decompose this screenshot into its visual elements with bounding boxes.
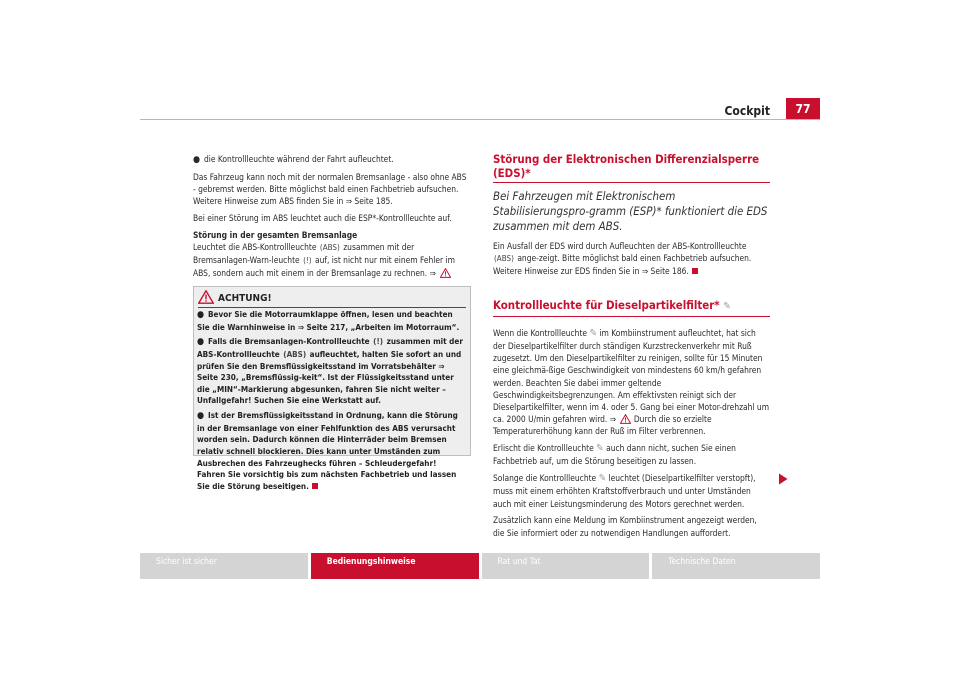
paragraph: Solange die Kontrollleuchte ✎ leuchtet (Dieselpartikelfilter verstopft), muss mit einem erhöhten Kraftstoffverbrauch und unter Umständen auch mit einer Leistungsminderung des Motors gerechnet werden. (493, 473, 756, 509)
left-column (193, 153, 471, 284)
diesel-particle-filter-icon: ✎ (596, 443, 604, 455)
section-end-icon (312, 483, 318, 489)
tab-bedienungshinweise[interactable]: Bedienungshinweise (311, 553, 479, 579)
warning-item: ● Ist der Bremsflüssigkeitsstand in Ordnung, kann die Störung in der Bremsanlage von einer Fehlfunktion des ABS verursacht worden sein. Dadurch können die Hinterräder beim Bremsen relativ schnell blockieren. Dies kann unter Umständen zum Ausbrechen des Fahrzeughecks führen – Schleudergefahr! Fahren Sie vorsichtig bis zum nächsten Fachbetrieb und lassen Sie die Störung beseitigen. (197, 410, 458, 491)
brake-warning-icon: (!) (303, 256, 312, 266)
section-end-icon (692, 268, 698, 274)
diesel-particle-filter-icon: ✎ (589, 327, 597, 339)
sub-heading: Störung in der gesamten Bremsanlage (193, 229, 358, 240)
warning-triangle-icon (198, 290, 214, 304)
section-heading-dpf: Kontrollleuchte für Dieselpartikelfilter* ✎ (493, 297, 731, 312)
paragraph: Ein Ausfall der EDS wird durch Aufleuchten der ABS-Kontrollleuchte (ABS) ange-zeigt. Bitte möglichst bald einen Fachbetrieb aufsuchen. Weitere Hinweise zur EDS finden Sie in ⇒ Seite 186. (493, 240, 752, 277)
warning-item: ● Falls die Bremsanlagen-Kontrollleuchte (!) zusammen mit der ABS-Kontrollleuchte (ABS) aufleuchtet, halten Sie sofort an und prüfen Sie den Bremsflüssigkeitsstand im Vorratsbehälter ⇒ Seite 230, „Bremsflüssig-keit“. Ist der Flüssigkeitsstand unter die „MIN“-Markierung abgesunken, fahren Sie nicht weiter – Unfallgefahr! Suchen Sie eine Werkstatt auf. (197, 336, 463, 406)
bullet-item (193, 153, 471, 166)
right-column (493, 152, 770, 543)
bullet-text: die Kontrollleuchte während der Fahrt aufleuchtet. (204, 154, 394, 164)
brake-warning-icon: (!) (373, 337, 384, 347)
paragraph: Zusätzlich kann eine Meldung im Kombiinstrument angezeigt werden, die Sie informiert oder zu notwendigen Handlungen auffordert. (493, 515, 757, 538)
heading-divider (493, 316, 770, 317)
abs-warning-icon: (ABS) (494, 253, 514, 263)
tab-technische-daten[interactable]: Technische Daten (652, 553, 820, 579)
section-heading-eds: Störung der Elektronischen Differenzialsperre (EDS)* (493, 152, 760, 180)
bullet-icon: ● (197, 310, 205, 320)
tab-sicher-ist-sicher[interactable]: Sicher ist sicher (140, 553, 308, 579)
paragraph: Wenn die Kontrollleuchte ✎ im Kombiinstrument aufleuchtet, hat sich der Dieselpartikelfilter durch ständigen Kurzstreckenverkehr mit Ruß zugesetzt. Um den Dieselpartikelfilter zu reinigen, sollte für 15 Minuten eine gleichmä-ßige Geschwindigkeit von mindestens 60 km/h gefahren werden. Beachten Sie dabei immer geltende Geschwindigkeitsbegrenzungen. Am effektivsten reinigt sich der Dieselpartikelfilter, wenn im 4. oder 5. Gang bei einer Motor-drehzahl um ca. 2000 U/min gefahren wird. ⇒ Durch die so erzielte Temperaturerhöhung kann der Ruß im Filter verbrennen. (493, 327, 770, 437)
next-page-arrow-icon[interactable] (778, 473, 788, 485)
abs-warning-icon: (ABS) (283, 349, 307, 359)
warning-item: ● Bevor Sie die Motorraumklappe öffnen, lesen und beachten Sie die Warnhinweise in ⇒ Seite 217, „Arbeiten im Motorraum“. (197, 309, 460, 332)
bullet-icon: ● (197, 411, 205, 422)
paragraph: Das Fahrzeug kann noch mit der normalen Bremsanlage - also ohne ABS - gebremst werden. Bitte möglichst bald einen Fachbetrieb aufsuchen. Weitere Hinweise zum ABS finden Sie in ⇒ Seite 185. (193, 171, 467, 207)
diesel-particle-filter-icon: ✎ (598, 473, 607, 485)
bullet-icon: ● (197, 337, 205, 348)
warning-title: ACHTUNG! (198, 290, 272, 304)
abs-warning-icon: (ABS) (319, 243, 340, 252)
heading-divider (493, 182, 770, 183)
header-divider (140, 119, 820, 120)
bullet-icon: ● (193, 155, 201, 165)
warning-triangle-icon (440, 268, 451, 278)
warning-triangle-icon (620, 414, 631, 424)
chapter-title: Cockpit (724, 104, 770, 118)
warning-divider (198, 307, 466, 308)
paragraph: Bei einer Störung im ABS leuchtet auch die ESP*-Kontrollleuchte auf. (193, 213, 452, 223)
tab-rat-und-tat[interactable]: Rat und Tat (482, 553, 650, 579)
paragraph: Erlischt die Kontrollleuchte ✎ auch dann nicht, suchen Sie einen Fachbetrieb auf, um die Störung beseitigen zu lassen. (493, 443, 736, 467)
warning-body (197, 309, 467, 495)
paragraph: Leuchtet die ABS-Kontrollleuchte (ABS) zusammen mit der Bremsanlagen-Warn-leuchte (!) auf, ist nicht nur mit einem Fehler im ABS, sondern auch mit einem in der Bremsanlage zu rechnen. ⇒ (193, 242, 455, 279)
section-intro-eds: Bei Fahrzeugen mit Elektronischem Stabilisierungspro-gramm (ESP)* funktioniert die EDS zusammen mit dem ABS. (493, 189, 768, 234)
page-number: 77 (786, 98, 820, 120)
bottom-navigation (140, 553, 820, 579)
diesel-particle-filter-icon: ✎ (723, 300, 731, 312)
